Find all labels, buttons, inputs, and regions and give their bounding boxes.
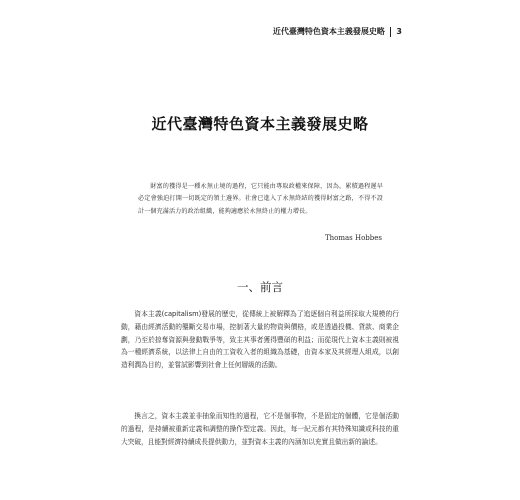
paragraph-text: 換言之，資本主義並非抽象而知性的過程，它不是個事物，不是固定的個體，它是個活動的過程，是持續被重新定義和調整的操作型定義。因此，每一紀元都有其特殊知識或科技的重大突破，且能對經濟持續成長提供動力，並對資本主義的內涵加以充實且做出新的論述。 — [121, 412, 399, 446]
body-paragraph-2 — [121, 410, 399, 448]
header-separator — [390, 27, 392, 37]
section-heading: 一、前言 — [237, 280, 283, 294]
epigraph-author: Thomas Hobbes — [324, 234, 382, 242]
page-number: 3 — [396, 27, 402, 36]
chapter-title: 近代臺灣特色資本主義發展史略 — [151, 115, 369, 133]
paragraph-text: 資本主義(capitalism)發展的歷史，從傳統上被解釋為了追逐個自利益所採取大規模的行動，藉由經濟活動的壟斷交易市場，控制著大量的物資與價格，或是透過投機、貸款、商業企劃，乃至於掠奪資源與發動戰爭等，致主其事者獲得豐碩的利益；而從現代上資本主義則被視為一種經濟系統，以法律上自由的工資收入者的組織為基礎，由資本家及其經理人組成，以創造利潤為目的，並嘗試影響到社會上任何層級的活動。 — [121, 310, 399, 370]
body-paragraph-1 — [121, 308, 399, 372]
running-header — [273, 26, 402, 37]
epigraph-quote: 財富的獲得是一種永無止境的過程，它只能由專取政權來保障，因為，累積過程遲早必定會強迫打開一切既定的領土邊界。社會已進入了永無終結的獲得財富之路，不得不設計一個充滿活力的政治組織，能夠適應於永無終止的權力增長。 — [138, 183, 383, 215]
running-header-title: 近代臺灣特色資本主義發展史略 — [272, 27, 385, 36]
